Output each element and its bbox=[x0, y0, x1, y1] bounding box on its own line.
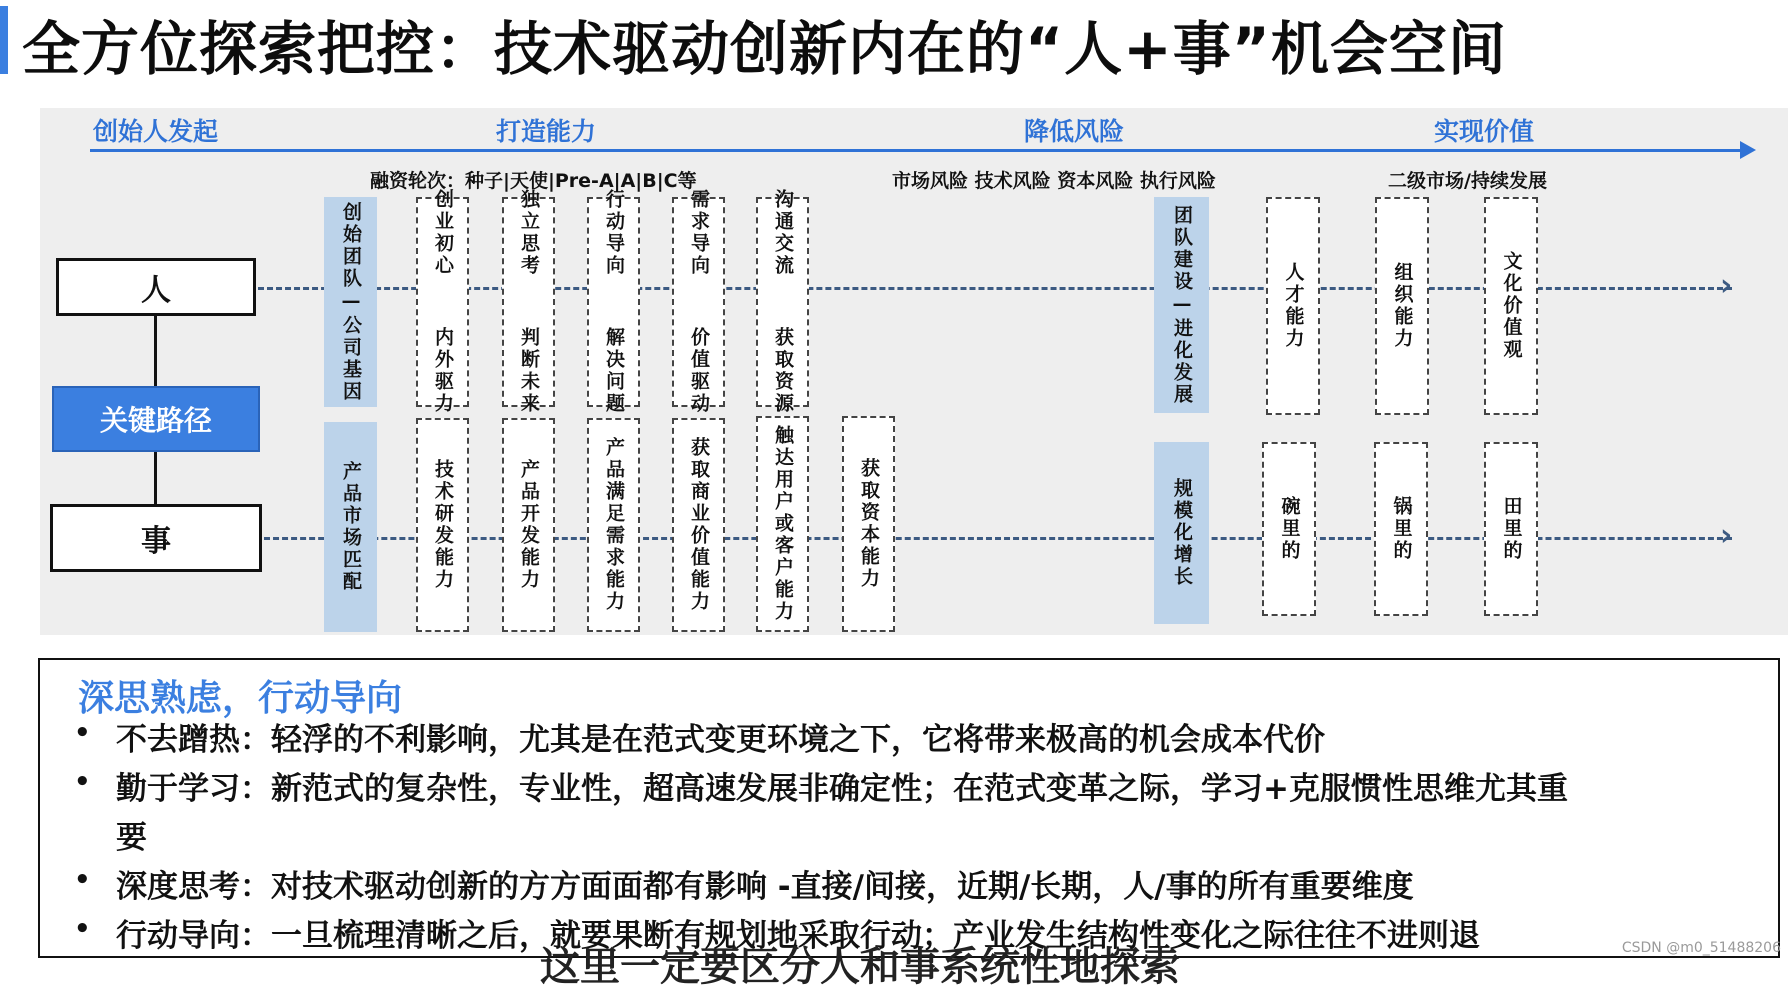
bullet-text: 行动导向：一旦梳理清晰之后，就要果断有规划地采取行动；产业发生结构性变化之际往往不进则退 bbox=[116, 918, 1480, 954]
matter-box-text: 田里的 bbox=[1500, 496, 1523, 562]
panel-title: 深思熟虑，行动导向 bbox=[78, 678, 403, 719]
phase-reduce-risk: 降低风险 bbox=[1024, 117, 1125, 146]
matter-row-box: 事 bbox=[50, 504, 262, 572]
matter-box-text: 锅里的 bbox=[1390, 496, 1413, 562]
video-subtitle-caption: 这里一定要区分人和事系统性地探索 bbox=[540, 944, 1180, 990]
person-row-box: 人 bbox=[56, 258, 256, 316]
person-box-text: 团队建设—进化发展 bbox=[1170, 204, 1193, 406]
matter-box-in-pot bbox=[1374, 442, 1428, 616]
person-box-culture-values bbox=[1484, 197, 1538, 415]
timeline-line bbox=[90, 149, 1745, 152]
matter-box-text: 产品市场匹配 bbox=[339, 461, 362, 593]
person-box-text: 组织能力 bbox=[1391, 262, 1414, 350]
matter-box-text: 触达用户或客户能力 bbox=[771, 425, 794, 623]
phase-founder: 创始人发起 bbox=[93, 117, 219, 146]
matter-box-text: 获取商业价值能力 bbox=[687, 437, 710, 613]
matter-box-in-bowl bbox=[1262, 442, 1316, 616]
person-box-team-building bbox=[1154, 197, 1209, 413]
person-box-text: 行动导向 解决问题 bbox=[602, 189, 625, 415]
bullet-icon: • bbox=[74, 767, 91, 797]
bullet-icon: • bbox=[74, 865, 91, 895]
matter-box-rnd bbox=[416, 418, 469, 632]
person-box-independent-thinking bbox=[502, 189, 555, 415]
bullet-text-continued: 要 bbox=[116, 820, 147, 856]
bullet-text: 勤于学习：新范式的复杂性，专业性，超高速发展非确定性；在范式变革之际，学习+克服惯性思维尤其重 bbox=[116, 771, 1568, 807]
matter-box-capital bbox=[842, 416, 895, 632]
person-box-text: 创始团队—公司基因 bbox=[339, 201, 362, 403]
matter-box-commercial-value bbox=[672, 418, 725, 632]
matter-box-text: 技术研发能力 bbox=[431, 459, 454, 591]
bullet-icon: • bbox=[74, 914, 91, 944]
person-box-text: 沟通交流 获取资源 bbox=[771, 189, 794, 415]
matter-box-scale-growth bbox=[1154, 442, 1209, 624]
person-box-text: 独立思考 判断未来 bbox=[517, 189, 540, 415]
person-flow-arrow-icon: › bbox=[1720, 268, 1733, 303]
person-box-text: 人才能力 bbox=[1282, 262, 1305, 350]
matter-box-text: 获取资本能力 bbox=[857, 458, 880, 590]
person-box-text: 文化价值观 bbox=[1500, 251, 1523, 361]
matter-box-reach-customers bbox=[756, 416, 809, 632]
title-accent-bar bbox=[0, 6, 8, 74]
person-box-founding-team bbox=[324, 197, 377, 407]
matter-box-in-field bbox=[1484, 442, 1538, 616]
watermark: CSDN @m0_51488206 bbox=[1621, 940, 1781, 956]
person-box-text: 需求导向 价值驱动 bbox=[687, 189, 710, 415]
connector-top bbox=[154, 316, 157, 386]
person-box-action-oriented bbox=[587, 189, 640, 415]
slide-title: 全方位探索把控：技术驱动创新内在的“人+事”机会空间 bbox=[22, 15, 1507, 83]
matter-box-text: 产品开发能力 bbox=[517, 459, 540, 591]
phase-realize-value: 实现价值 bbox=[1434, 117, 1535, 146]
matter-box-text: 碗里的 bbox=[1278, 496, 1301, 562]
funding-rounds-label: 融资轮次：种子|天使|Pre-A|A|B|C等 bbox=[370, 170, 697, 192]
person-box-text: 创业初心 内外驱力 bbox=[431, 189, 454, 415]
matter-flow-arrow-icon: › bbox=[1720, 518, 1733, 553]
person-box-entrepreneurial-intent bbox=[416, 189, 469, 415]
person-box-organization bbox=[1375, 197, 1429, 415]
bullet-text: 不去蹭热：轻浮的不利影响，尤其是在范式变更环境之下，它将带来极高的机会成本代价 bbox=[116, 722, 1325, 758]
phase-build-capability: 打造能力 bbox=[496, 117, 597, 146]
person-box-demand-oriented bbox=[672, 189, 725, 415]
matter-box-product-market-fit bbox=[324, 422, 377, 632]
timeline-arrow-icon bbox=[1740, 141, 1756, 159]
matter-box-text: 产品满足需求能力 bbox=[602, 437, 625, 613]
matter-box-text: 规模化增长 bbox=[1170, 478, 1193, 588]
secondary-market-label: 二级市场/持续发展 bbox=[1388, 170, 1547, 192]
key-path-box: 关键路径 bbox=[52, 386, 260, 452]
person-box-talent bbox=[1266, 197, 1320, 415]
person-box-communication bbox=[756, 189, 809, 415]
matter-box-meet-demand bbox=[587, 418, 640, 632]
matter-box-product-dev bbox=[502, 418, 555, 632]
bullet-icon: • bbox=[74, 718, 91, 748]
risk-types-label: 市场风险 技术风险 资本风险 执行风险 bbox=[892, 170, 1216, 192]
connector-bottom bbox=[154, 452, 157, 504]
bullet-text: 深度思考：对技术驱动创新的方方面面都有影响 -直接/间接，近期/长期，人/事的所有重要维度 bbox=[116, 869, 1414, 905]
